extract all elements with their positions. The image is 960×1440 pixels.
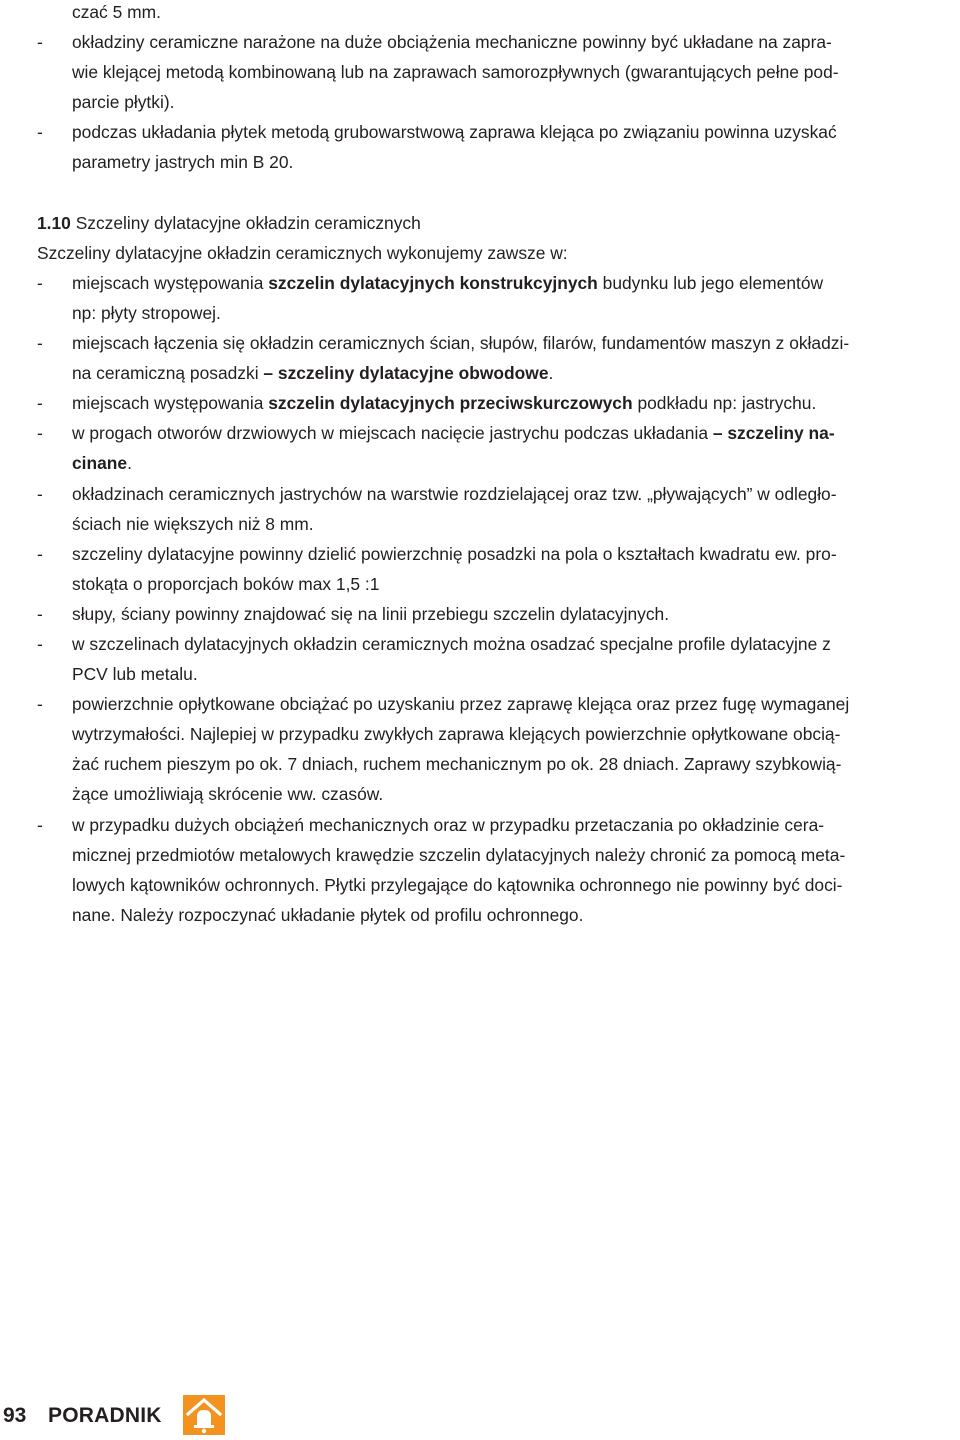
text-line: w szczelinach dylatacyjnych okładzin ceramicznych można osadzać specjalne profile dylatacyjne z <box>72 633 831 654</box>
section-title: Szczeliny dylatacyjne okładzin ceramicznych <box>70 212 421 233</box>
text-line: nane. Należy rozpoczynać układanie płytek od profilu ochronnego. <box>72 904 584 925</box>
text-line <box>72 418 959 448</box>
text-line: lowych kątowników ochronnych. Płytki przylegające do kątownika ochronnego nie powinny być doci- <box>72 874 843 895</box>
text-line: miejscach łączenia się okładzin ceramicznych ścian, słupów, filarów, fundamentów maszyn z okładzi- <box>72 333 850 354</box>
list-item <box>37 599 959 629</box>
emphasis-text: szczelin dylatacyjnych przeciwskurczowych <box>268 393 633 414</box>
list-item <box>37 268 959 328</box>
bullet-dash: - <box>37 633 43 654</box>
text-line: słupy, ściany powinny znajdować się na linii przebiegu szczelin dylatacyjnych. <box>72 603 670 624</box>
text-run: . <box>127 453 132 474</box>
emphasis-text: – szczeliny na- <box>712 423 835 444</box>
bullet-dash: - <box>37 483 43 504</box>
emphasis-text: szczelin dylatacyjnych konstrukcyjnych <box>268 272 598 293</box>
section-number: 1.10 <box>37 212 71 233</box>
emphasis-text: – szczeliny dylatacyjne obwodowe <box>263 363 549 384</box>
intro-continuation: czać 5 mm. <box>72 2 161 22</box>
text-run: . <box>548 363 554 384</box>
bullet-dash: - <box>37 423 43 444</box>
text-run: budynku lub jego elementów <box>597 272 824 293</box>
text-line <box>72 388 959 418</box>
text-line: PCV lub metalu. <box>72 664 198 685</box>
text-line: ściach nie większych niż 8 mm. <box>72 513 314 534</box>
house-bell-logo-icon <box>183 1395 225 1435</box>
section-heading <box>37 208 959 238</box>
page-footer <box>0 1394 960 1438</box>
paragraph-spacer <box>37 178 959 208</box>
text-line: okładziny ceramiczne narażone na duże obciążenia mechaniczne powinny być układane na zapra- <box>72 32 832 53</box>
bullet-dash: - <box>37 603 43 624</box>
text-line: w przypadku dużych obciążeń mechanicznych oraz w przypadku przetaczania po okładzinie cera- <box>72 814 825 835</box>
section-intro: Szczeliny dylatacyjne okładzin ceramicznych wykonujemy zawsze w: <box>37 242 568 263</box>
text-run: miejscach występowania <box>72 393 269 414</box>
list-item <box>37 629 959 689</box>
text-line: żać ruchem pieszym po ok. 7 dniach, ruchem mechanicznym po ok. 28 dniach. Zaprawy szybkowią- <box>72 754 842 775</box>
text-line <box>72 358 959 388</box>
bullet-dash: - <box>37 32 43 53</box>
list-item <box>37 810 959 930</box>
text-line <box>72 268 959 298</box>
list-item <box>37 27 959 117</box>
text-line: wie klejącej metodą kombinowaną lub na zaprawach samorozpływnych (gwarantujących pełne pod- <box>72 62 839 83</box>
list-item <box>37 689 959 809</box>
text-line: podczas układania płytek metodą grubowarstwową zaprawa klejąca po związaniu powinna uzyskać <box>72 122 837 143</box>
text-run: miejscach występowania <box>72 272 269 293</box>
bullet-dash: - <box>37 814 43 835</box>
bullet-dash: - <box>37 393 43 414</box>
text-line: np: płyty stropowej. <box>72 302 221 323</box>
text-run: na ceramiczną posadzki <box>72 363 264 384</box>
text-line <box>72 448 959 478</box>
list-item <box>37 479 959 539</box>
text-line: wytrzymałości. Najlepiej w przypadku zwykłych zaprawa klejących powierzchnie opłytkowane obcią- <box>72 724 841 745</box>
list-item <box>37 328 959 388</box>
text-run: w progach otworów drzwiowych w miejscach nacięcie jastrychu podczas układania <box>72 423 713 444</box>
bullet-dash: - <box>37 272 43 293</box>
document-body <box>37 0 959 930</box>
page-number: 93 <box>3 1404 27 1427</box>
list-item <box>37 418 959 478</box>
text-line: parametry jastrych min B 20. <box>72 152 294 173</box>
list-item <box>37 539 959 599</box>
text-line: parcie płytki). <box>72 92 175 113</box>
text-line: stokąta o proporcjach boków max 1,5 :1 <box>72 573 380 594</box>
list-item <box>37 117 959 177</box>
bullet-dash: - <box>37 122 43 143</box>
emphasis-text: cinane <box>72 453 128 474</box>
text-run: podkładu np: jastrychu. <box>632 393 817 414</box>
text-line: powierzchnie opłytkowane obciążać po uzyskaniu przez zaprawę klejąca oraz przez fugę wymaganej <box>72 694 850 715</box>
text-line: okładzinach ceramicznych jastrychów na warstwie rozdzielającej oraz tzw. „pływających” w odległo- <box>72 483 837 504</box>
footer-label: PORADNIK <box>48 1404 162 1427</box>
text-line: micznej przedmiotów metalowych krawędzie szczelin dylatacyjnych należy chronić za pomocą meta- <box>72 844 846 865</box>
list-item <box>37 388 959 418</box>
bullet-dash: - <box>37 694 43 715</box>
bullet-dash: - <box>37 333 43 354</box>
text-line: szczeliny dylatacyjne powinny dzielić powierzchnię posadzki na pola o kształtach kwadratu ew. pro- <box>72 543 837 564</box>
bullet-dash: - <box>37 543 43 564</box>
text-line: żące umożliwiają skrócenie ww. czasów. <box>72 784 384 805</box>
